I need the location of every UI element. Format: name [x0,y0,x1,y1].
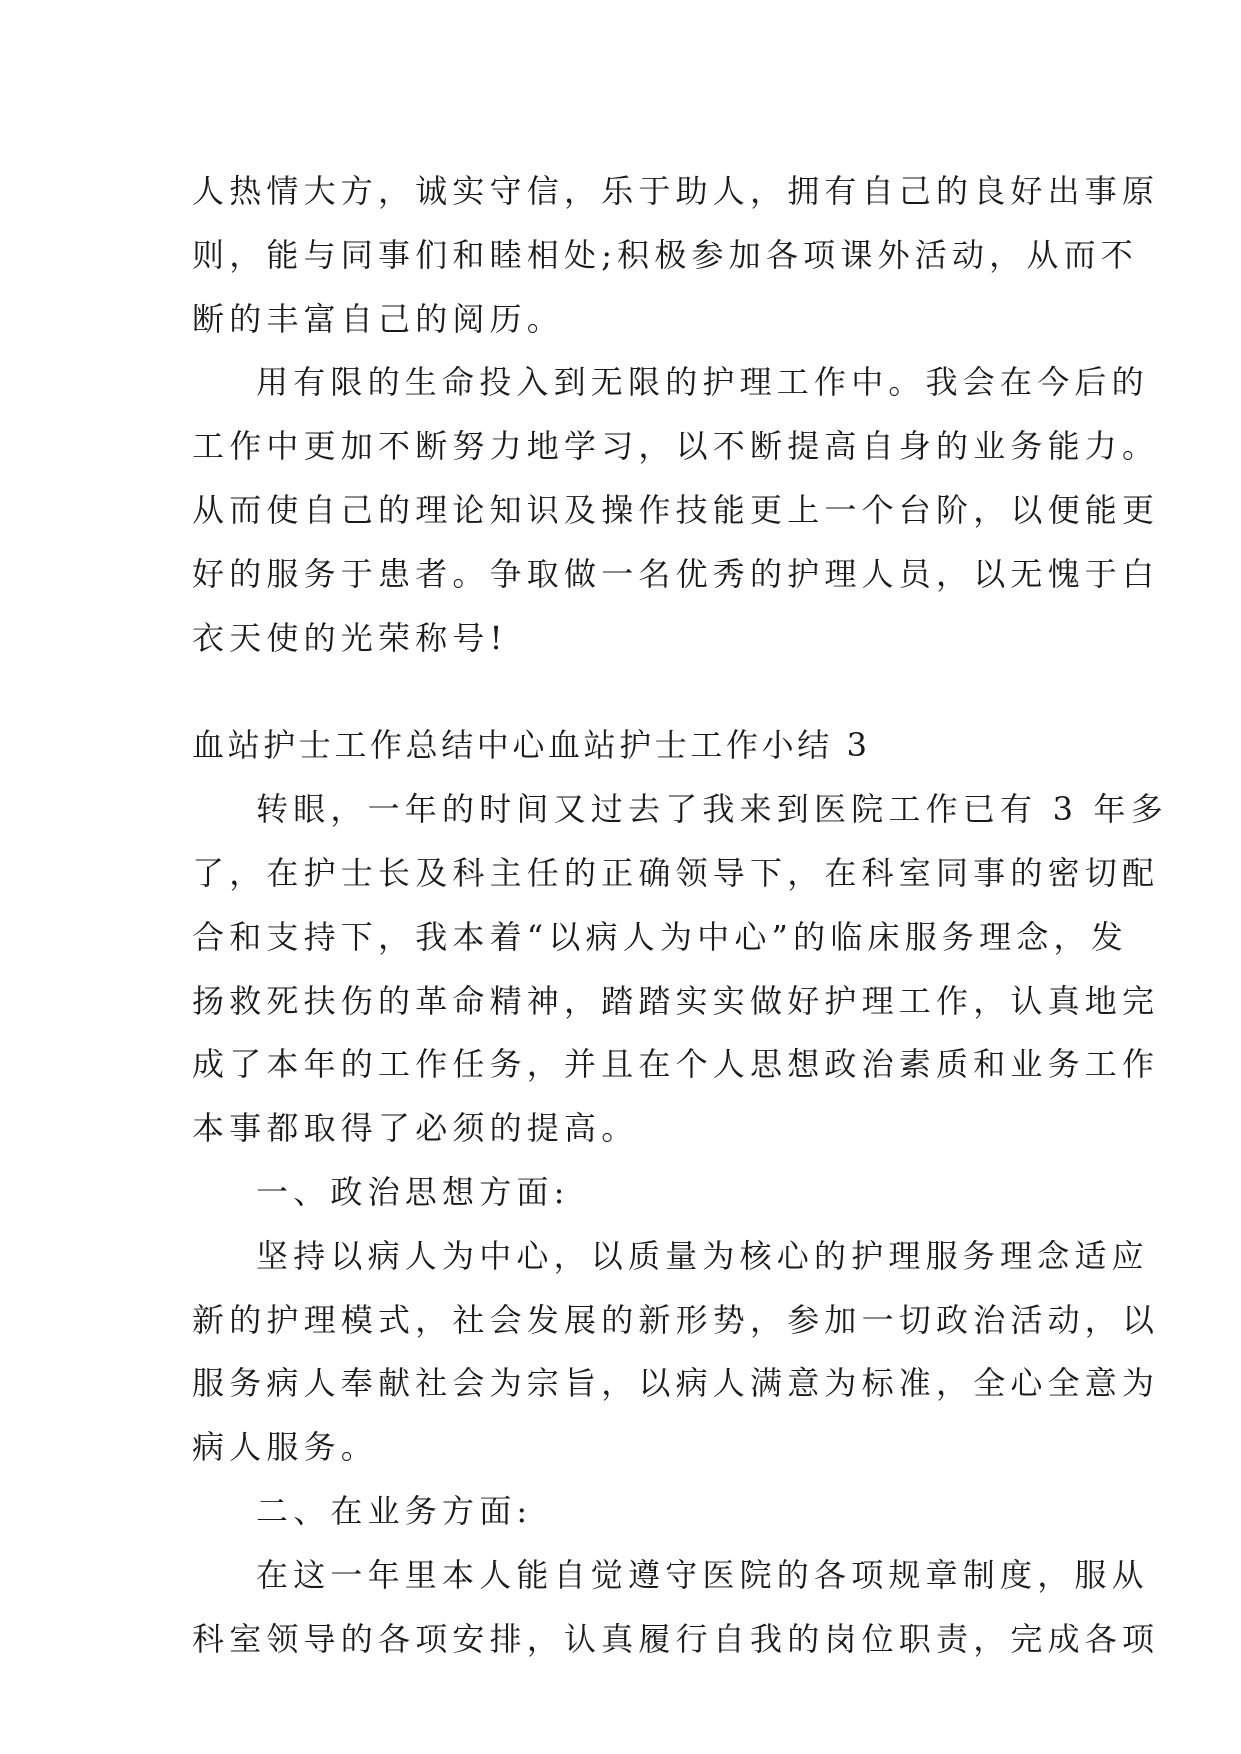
paragraph-line: 坚持以病人为中心，以质量为核心的护理服务理念适应 [256,1236,1149,1275]
paragraph-line: 衣天使的光荣称号! [192,618,508,657]
paragraph-line: 病人服务。 [192,1428,379,1467]
paragraph-line: 了，在护士长及科主任的正确领导下，在科室同事的密切配 [192,853,1160,892]
paragraph-line: 工作中更加不断努力地学习，以不断提高自身的业务能力。 [192,427,1160,466]
paragraph-line: 服务病人奉献社会为宗旨，以病人满意为标准，全心全意为 [192,1364,1160,1403]
subsection-heading: 二、在业务方面: [256,1491,533,1530]
paragraph-line: 用有限的生命投入到无限的护理工作中。我会在今后的 [256,363,1149,402]
paragraph-line: 转眼，一年的时间又过去了我来到医院工作已有 3 年多 [256,790,1168,829]
paragraph-line: 扬救死扶伤的革命精神，踏踏实实做好护理工作，认真地完 [192,981,1160,1020]
paragraph-line: 则，能与同事们和睦相处;积极参加各项课外活动，从而不 [192,235,1138,274]
paragraph-line: 合和支持下，我本着“以病人为中心”的临床服务理念，发 [192,917,1128,956]
document-body [192,160,1168,1671]
paragraph-line: 从而使自己的理论知识及操作技能更上一个台阶，以便能更 [192,490,1160,529]
paragraph-line: 好的服务于患者。争取做一名优秀的护理人员，以无愧于白 [192,554,1160,593]
paragraph-line: 科室领导的各项安排，认真履行自我的岗位职责，完成各项 [192,1619,1160,1658]
paragraph-line: 在这一年里本人能自觉遵守医院的各项规章制度，服从 [256,1555,1149,1594]
subsection-heading: 一、政治思想方面: [256,1172,570,1211]
paragraph-line: 本事都取得了必须的提高。 [192,1109,639,1148]
section-heading: 血站护士工作总结中心血站护士工作小结 3 [192,726,871,765]
paragraph-line: 成了本年的工作任务，并且在个人思想政治素质和业务工作 [192,1045,1160,1084]
section-gap [192,670,1062,714]
paragraph-line: 断的丰富自己的阅历。 [192,299,565,338]
paragraph-line: 新的护理模式，社会发展的新形势，参加一切政治活动，以 [192,1300,1160,1339]
paragraph-line: 人热情大方，诚实守信，乐于助人，拥有自己的良好出事原 [192,172,1160,210]
